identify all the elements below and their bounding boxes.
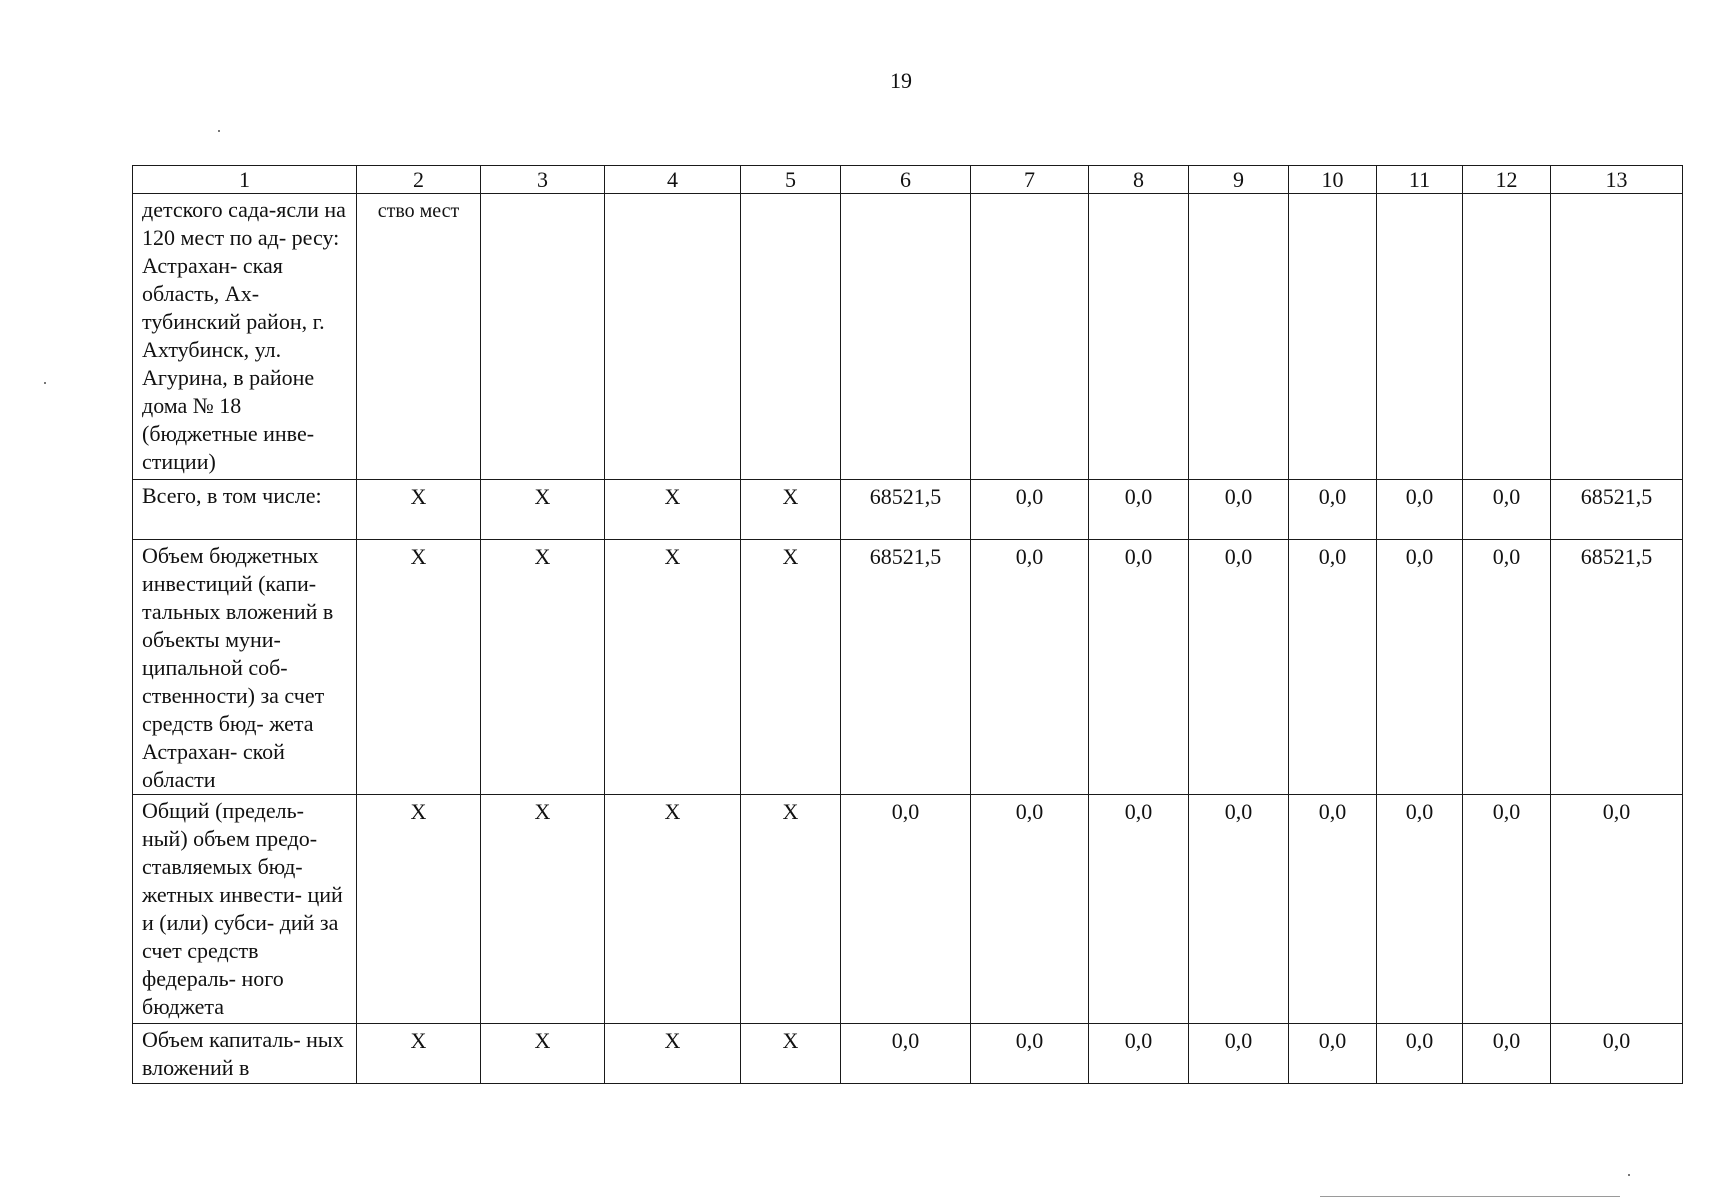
table-cell: 0,0	[1289, 795, 1377, 1024]
table-cell: 0,0	[1289, 480, 1377, 540]
table-cell: 0,0	[1089, 1024, 1189, 1084]
table-cell: 0,0	[1551, 795, 1683, 1024]
table-cell: 0,0	[1377, 1024, 1463, 1084]
table-cell	[971, 194, 1089, 480]
table-cell: 0,0	[1377, 795, 1463, 1024]
table-cell: 0,0	[1551, 1024, 1683, 1084]
table-cell: 0,0	[1377, 480, 1463, 540]
table-cell: 0,0	[971, 795, 1089, 1024]
column-number: 4	[605, 166, 741, 194]
table-cell: X	[605, 540, 741, 795]
table-cell	[1089, 194, 1189, 480]
table-cell: 0,0	[1463, 540, 1551, 795]
table-cell	[1377, 194, 1463, 480]
table-cell	[1289, 194, 1377, 480]
table-cell: 68521,5	[841, 480, 971, 540]
column-number: 8	[1089, 166, 1189, 194]
table-cell: 0,0	[1463, 795, 1551, 1024]
column-number: 2	[357, 166, 481, 194]
table-cell	[605, 194, 741, 480]
table-cell: 0,0	[1463, 1024, 1551, 1084]
table-cell: X	[741, 1024, 841, 1084]
table-cell: 68521,5	[1551, 540, 1683, 795]
column-number-row	[133, 166, 1683, 194]
table-row	[133, 540, 1683, 795]
row-unit: X	[357, 795, 481, 1024]
table-cell: 68521,5	[841, 540, 971, 795]
scan-dot-mark	[1628, 1174, 1630, 1176]
table-cell: X	[605, 795, 741, 1024]
table-cell: X	[481, 540, 605, 795]
table-row	[133, 1024, 1683, 1084]
table-cell: X	[741, 540, 841, 795]
row-label: детского сада-ясли на 120 мест по ад- ресу: Астрахан- ская область, Ах- тубинский район, г. Ахтубинск, ул. Агурина, в районе дома № 18 (бюджетные инве- стиции)	[133, 194, 357, 480]
table-cell	[741, 194, 841, 480]
table-cell: X	[741, 795, 841, 1024]
table-cell: 0,0	[841, 795, 971, 1024]
table-cell: 0,0	[1189, 540, 1289, 795]
scan-dot-mark	[44, 382, 46, 384]
row-label: Объем капиталь- ных вложений в	[133, 1024, 357, 1084]
column-number: 7	[971, 166, 1089, 194]
table-cell: 0,0	[1189, 480, 1289, 540]
table-cell: X	[481, 1024, 605, 1084]
table-cell: 0,0	[1089, 795, 1189, 1024]
table-cell: 0,0	[1377, 540, 1463, 795]
table-cell	[1551, 194, 1683, 480]
table-cell: X	[481, 480, 605, 540]
table-cell: 0,0	[971, 1024, 1089, 1084]
column-number: 1	[133, 166, 357, 194]
row-unit: X	[357, 480, 481, 540]
table-cell: X	[605, 1024, 741, 1084]
scan-line-mark	[1320, 1196, 1620, 1197]
column-number: 13	[1551, 166, 1683, 194]
table-cell: 68521,5	[1551, 480, 1683, 540]
table-cell: 0,0	[971, 540, 1089, 795]
table-cell: 0,0	[971, 480, 1089, 540]
table-cell: 0,0	[841, 1024, 971, 1084]
row-unit: ство мест	[357, 194, 481, 480]
table-cell: 0,0	[1189, 795, 1289, 1024]
table-cell: 0,0	[1289, 540, 1377, 795]
column-number: 10	[1289, 166, 1377, 194]
table-cell	[1463, 194, 1551, 480]
row-label: Всего, в том числе:	[133, 480, 357, 540]
table-cell: X	[605, 480, 741, 540]
table-cell: 0,0	[1189, 1024, 1289, 1084]
table-cell: X	[741, 480, 841, 540]
table-cell: 0,0	[1463, 480, 1551, 540]
table-row	[133, 194, 1683, 480]
column-number: 11	[1377, 166, 1463, 194]
table-cell: X	[481, 795, 605, 1024]
row-label: Объем бюджетных инвестиций (капи- тальных вложений в объекты муни- ципальной соб- ственности) за счет средств бюд- жета Астрахан- ской области	[133, 540, 357, 795]
row-label: Общий (предель- ный) объем предо- ставляемых бюд- жетных инвести- ций и (или) субси- дий за счет средств федераль- ного бюджета	[133, 795, 357, 1024]
table-row	[133, 795, 1683, 1024]
row-unit: X	[357, 540, 481, 795]
column-number: 12	[1463, 166, 1551, 194]
table-cell: 0,0	[1089, 540, 1189, 795]
table-cell: 0,0	[1289, 1024, 1377, 1084]
scan-dot-mark	[218, 130, 220, 132]
column-number: 6	[841, 166, 971, 194]
table-cell: 0,0	[1089, 480, 1189, 540]
table-cell	[481, 194, 605, 480]
row-unit: X	[357, 1024, 481, 1084]
table-row	[133, 480, 1683, 540]
investment-table	[132, 165, 1683, 1084]
column-number: 9	[1189, 166, 1289, 194]
page-number: 19	[890, 68, 912, 93]
table-cell	[1189, 194, 1289, 480]
column-number: 3	[481, 166, 605, 194]
table-cell	[841, 194, 971, 480]
column-number: 5	[741, 166, 841, 194]
